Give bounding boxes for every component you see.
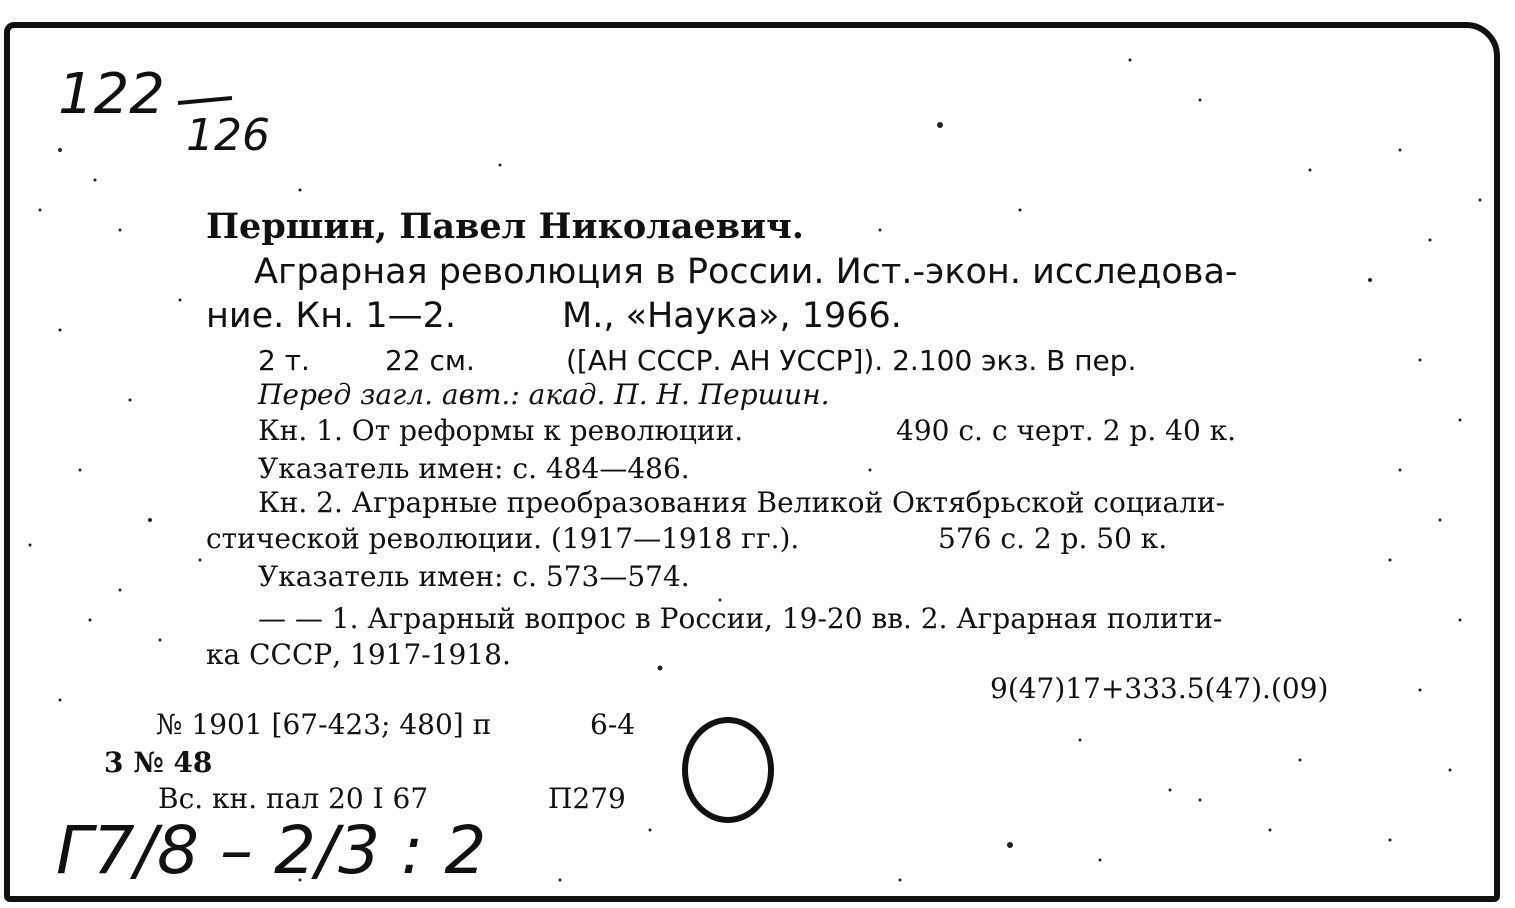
handwritten-shelf-mark: 122 [58,62,165,127]
handwritten-shelf-mark-sub: 126 [186,110,270,161]
vs-kn-entry: Вс. кн. пал 20 I 67 [158,782,429,815]
handwritten-circle [685,720,771,820]
classification-code: 9(47)17+333.5(47).(09) [990,672,1329,705]
volume-1-index: Указатель имен: с. 484—486. [258,452,690,485]
series-statement: ([АН СССР. АН УССР]). 2.100 экз. В пер. [566,344,1137,377]
size: 22 см. [385,344,475,377]
author-note: Перед загл. авт.: акад. П. Н. Першин. [258,378,830,411]
volume-2-details: 576 с. 2 р. 50 к. [938,522,1168,555]
volume-1-details: 490 с. с черт. 2 р. 40 к. [896,414,1237,447]
subject-headings-line-1: — — 1. Аграрный вопрос в России, 19-20 вв. 2. Аграрная полити- [258,602,1223,635]
author-heading: Першин, Павел Николаевич. [206,206,804,247]
volume-1-title: Кн. 1. От реформы к революции. [258,414,744,447]
subject-headings-line-2: ка СССР, 1917-1918. [206,638,511,671]
volume-2-index: Указатель имен: с. 573—574. [258,560,690,593]
z-number: 3 № 48 [104,746,213,779]
physical-description: 2 т. [258,344,310,377]
title-line-1: Аграрная революция в России. Ист.-экон. исследова- [254,252,1238,292]
volume-2-title-line-1: Кн. 2. Аграрные преобразования Великой Октябрьской социали- [258,486,1226,519]
record-code: 6-4 [590,708,636,741]
p-code: П279 [548,782,626,815]
imprint: М., «Наука», 1966. [562,296,902,336]
volume-2-title-line-2: стической революции. (1917—1918 гг.). [206,522,800,555]
title-line-2: ние. Кн. 1—2. [206,296,457,336]
record-number: № 1901 [67-423; 480] п [156,708,492,741]
handwritten-call-number: Г7/8 – 2/3 : 2 [56,812,487,889]
